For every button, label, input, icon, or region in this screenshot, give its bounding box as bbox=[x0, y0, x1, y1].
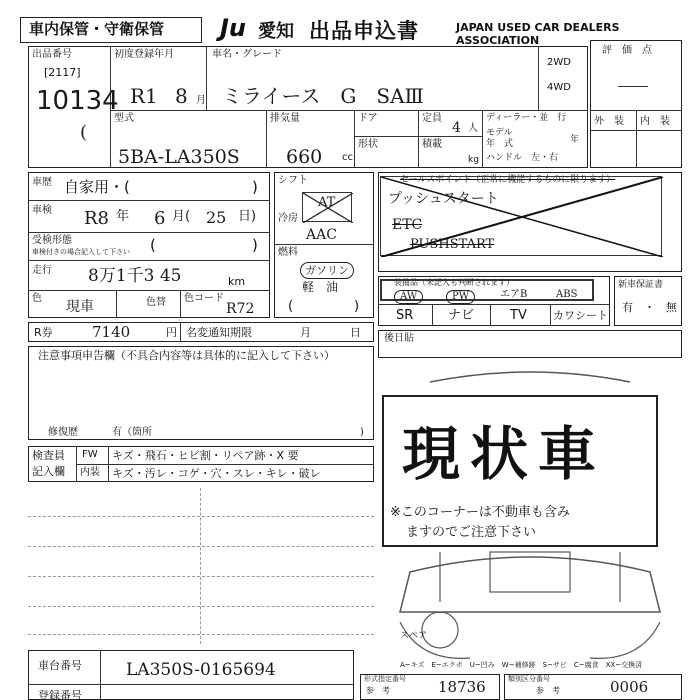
fuel-label: 燃料 bbox=[278, 247, 298, 258]
dealer-line1: ディーラー・並 行 bbox=[486, 113, 567, 123]
chassis-label: 車台番号 bbox=[38, 659, 82, 672]
designation-note: 参 考 bbox=[366, 686, 390, 695]
rating-label: 評 価 点 bbox=[602, 45, 652, 56]
inspection-year-unit: 年 bbox=[116, 209, 130, 224]
interior-label: 内装 bbox=[80, 467, 100, 478]
form-check-label: 受検形態 bbox=[32, 235, 72, 246]
displacement-value: 660 bbox=[286, 146, 323, 168]
inspection-day: 25 bbox=[206, 208, 227, 227]
color-tone-label: 色替 bbox=[146, 297, 166, 308]
color-code-label: 色コード bbox=[184, 293, 224, 304]
mileage-value: 8万1千3 45 bbox=[88, 266, 182, 286]
lot-mark: ( bbox=[80, 122, 88, 143]
form-check-close: ) bbox=[252, 236, 258, 254]
repair-value: 有（箇所 bbox=[112, 427, 152, 438]
color-value: 現車 bbox=[66, 299, 94, 315]
fuel-other: 軽 油 bbox=[302, 280, 339, 294]
rating-exterior: 外 装 bbox=[594, 116, 624, 127]
after-label: 後日貼 bbox=[384, 333, 414, 344]
equipment-tv: TV bbox=[510, 308, 527, 323]
drive-2wd: 2WD bbox=[547, 57, 571, 68]
brand-city: 愛知 bbox=[258, 21, 294, 42]
chassis-value: LA350S-0165694 bbox=[126, 660, 276, 680]
association-name: JAPAN USED CAR DEALERS ASSOCIATION bbox=[456, 21, 620, 47]
feature-item-2: ETC bbox=[392, 217, 423, 233]
warranty-label: 新車保証書 bbox=[618, 280, 664, 290]
registration-label: 初度登録年月 bbox=[114, 49, 174, 60]
fw-items: キズ・飛石・ヒビ割・リペア跡・X 要 bbox=[112, 449, 299, 462]
recycle-value: 7140 bbox=[92, 323, 131, 341]
displacement-unit: cc bbox=[342, 152, 353, 163]
equipment-header: 装備品（未記入も判断されます） bbox=[394, 278, 514, 287]
drive-4wd: 4WD bbox=[547, 82, 571, 93]
inspection-label: 車検 bbox=[32, 205, 52, 216]
capacity-value: 4 bbox=[452, 120, 461, 136]
registration-month: 8 bbox=[175, 84, 188, 108]
rating-interior: 内 装 bbox=[640, 116, 670, 127]
lot-number: 10134 bbox=[36, 86, 119, 116]
lot-label: 出品番号 bbox=[32, 49, 72, 60]
inspection-day-unit: 日) bbox=[238, 209, 257, 224]
inspection-month-unit: 月( bbox=[172, 209, 191, 224]
fw-label: FW bbox=[82, 449, 98, 460]
storage-note: 車内保管・守衛保管 bbox=[29, 20, 165, 38]
form-title: 出品申込書 bbox=[309, 19, 419, 43]
fuel-paren-open: ( bbox=[288, 299, 294, 314]
spare-label: スペア bbox=[400, 631, 428, 641]
repair-label: 修復歴 bbox=[48, 427, 78, 438]
usage-label: 車歴 bbox=[32, 177, 52, 188]
notice-day-unit: 日 bbox=[350, 326, 361, 339]
doors-shape-label: 形状 bbox=[358, 139, 378, 150]
shift-value: AT bbox=[318, 195, 336, 210]
doors-label: ドア bbox=[358, 113, 378, 124]
equipment-sr: SR bbox=[396, 308, 414, 323]
notes-label: 注意事項申告欄（不具合内容等は具体的に記入して下さい） bbox=[38, 349, 335, 362]
inspector-label1: 検査員 bbox=[32, 449, 65, 462]
repair-close: ) bbox=[360, 427, 364, 438]
features-header: セールスポイント（正常に機能するものに限ります） bbox=[400, 175, 616, 185]
car-name-label: 車名・グレード bbox=[212, 49, 282, 60]
fuel-value: ガソリン bbox=[300, 262, 354, 279]
fuel-paren-close: ) bbox=[354, 299, 360, 314]
color-code: R72 bbox=[226, 301, 255, 317]
storage-note-box bbox=[20, 17, 202, 43]
registration-number-label: 登録番号 bbox=[38, 689, 82, 700]
equipment-seat: カワシート bbox=[553, 309, 608, 322]
lot-code: [2117] bbox=[44, 66, 81, 79]
load-unit: kg bbox=[468, 155, 479, 165]
capacity-label: 定員 bbox=[422, 113, 442, 124]
feature-item-1: プッシュスタート bbox=[388, 191, 499, 207]
dealer-handle: ハンドル 左・右 bbox=[486, 153, 559, 163]
dealer-year-unit: 年 bbox=[570, 135, 580, 145]
recycle-label: R券 bbox=[34, 326, 53, 339]
car-name-value: ミライース G SAⅢ bbox=[222, 84, 424, 108]
notice-month-unit: 月 bbox=[300, 326, 311, 339]
equipment-circled-4: ABS bbox=[556, 289, 578, 300]
recycle-unit: 円 bbox=[166, 326, 177, 339]
damage-legend: A~キズ E~エクボ U~凹み W~補修跡 S~サビ C~腐食 XX~交換済 bbox=[400, 661, 643, 669]
designation-value: 18736 bbox=[438, 678, 486, 696]
equipment-circled-1: AW bbox=[394, 290, 423, 304]
category-note: 参 考 bbox=[536, 686, 560, 695]
inspection-month: 6 bbox=[154, 208, 166, 229]
capacity-unit: 人 bbox=[468, 123, 478, 134]
equipment-circled-2: PW bbox=[446, 290, 475, 304]
form-check-note: 車検付きの場合記入して下さい bbox=[32, 248, 130, 256]
mileage-label: 走行 bbox=[32, 265, 52, 276]
as-is-stamp-line1: ※このコーナーは不動車も含み bbox=[390, 505, 570, 520]
equipment-navi: ナビ bbox=[448, 308, 475, 323]
color-label: 色 bbox=[32, 293, 42, 304]
ac-label: 冷房 bbox=[278, 213, 298, 224]
as-is-stamp-title: 現状車 bbox=[402, 420, 607, 488]
interior-items: キズ・汚レ・コゲ・穴・スレ・キレ・破レ bbox=[112, 467, 321, 480]
model-value: 5BA-LA350S bbox=[118, 146, 240, 168]
usage-value: 自家用・( bbox=[64, 178, 130, 196]
as-is-stamp bbox=[382, 395, 658, 547]
feature-item-3: PUSHSTART bbox=[410, 237, 495, 252]
shift-label: シフト bbox=[278, 175, 308, 186]
ac-value: AAC bbox=[306, 227, 337, 243]
displacement-label: 排気量 bbox=[270, 113, 300, 124]
form-check-open: ( bbox=[150, 236, 156, 254]
mileage-unit: km bbox=[228, 275, 246, 288]
category-label: 類別区分番号 bbox=[508, 675, 550, 683]
category-value: 0006 bbox=[610, 678, 649, 696]
inspection-year: R8 bbox=[84, 208, 110, 229]
load-label: 積載 bbox=[422, 139, 442, 150]
inspector-label2: 記入欄 bbox=[32, 465, 65, 478]
notice-label: 名変通知期限 bbox=[186, 326, 252, 339]
after-block bbox=[378, 330, 682, 358]
equipment-circled-3: エアB bbox=[500, 289, 528, 300]
model-label: 型式 bbox=[114, 113, 134, 124]
registration-year: R1 bbox=[130, 84, 158, 108]
designation-label: 形式指定番号 bbox=[364, 675, 406, 683]
brand-logo: Ju bbox=[220, 14, 247, 42]
warranty-yes-no: 有 ・ 無 bbox=[622, 301, 677, 314]
as-is-stamp-line2: ますのでご注意下さい bbox=[406, 525, 537, 540]
dealer-line2: モデル bbox=[486, 128, 513, 138]
usage-close: ) bbox=[252, 178, 258, 196]
dealer-line3: 年 式 bbox=[486, 139, 514, 149]
registration-month-unit: 月 bbox=[196, 95, 206, 106]
